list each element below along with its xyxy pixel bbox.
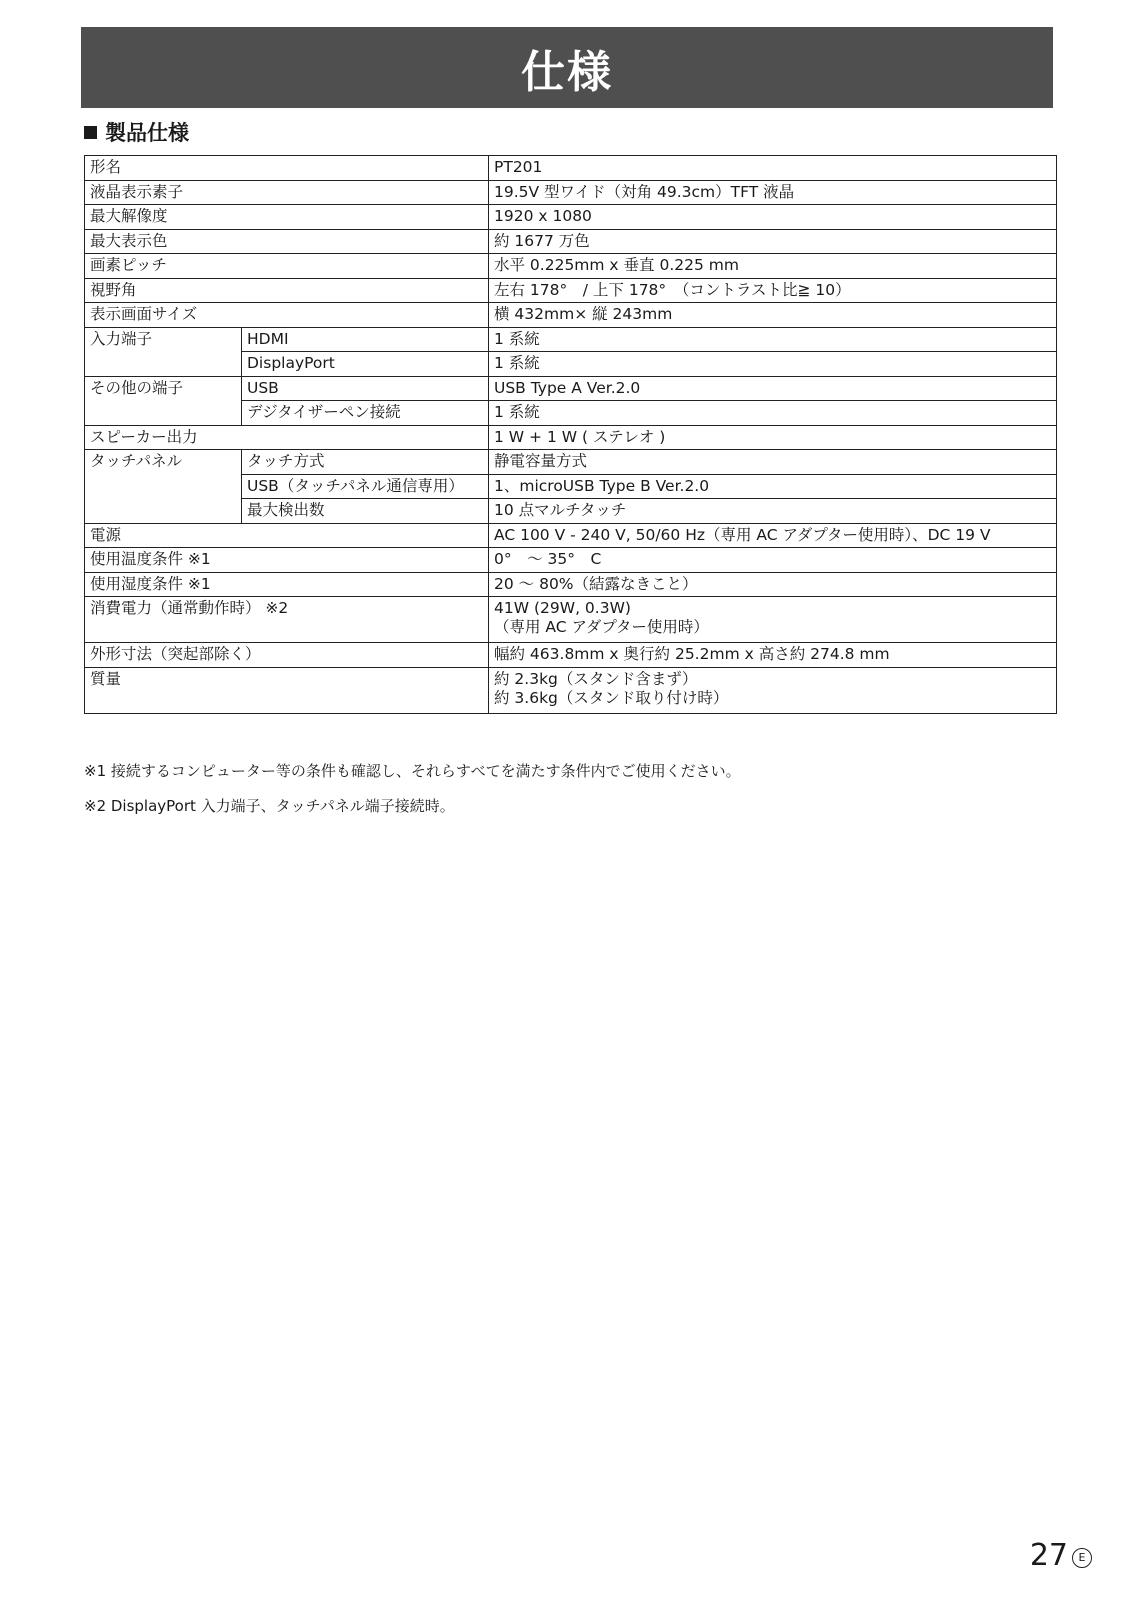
spec-label: 表示画面サイズ (85, 303, 489, 328)
spec-label: タッチパネル (85, 450, 242, 524)
table-row (85, 278, 1057, 303)
spec-value: 横 432mm× 縦 243mm (489, 303, 1057, 328)
spec-label: 使用湿度条件 ※1 (85, 572, 489, 597)
spec-label: 液晶表示素子 (85, 180, 489, 205)
spec-label: 最大解像度 (85, 205, 489, 230)
table-row (85, 254, 1057, 279)
spec-sublabel: DisplayPort (242, 352, 489, 377)
spec-label: 外形寸法（突起部除く） (85, 643, 489, 668)
spec-value: AC 100 V - 240 V, 50/60 Hz（専用 AC アダプター使用時）、DC 19 V (489, 523, 1057, 548)
spec-value: 左右 178° / 上下 178° （コントラスト比≧ 10） (489, 278, 1057, 303)
spec-value-line: 約 2.3kg（スタンド含まず） (494, 669, 698, 688)
table-row (85, 572, 1057, 597)
spec-label: 視野角 (85, 278, 489, 303)
spec-table (84, 155, 1057, 714)
spec-value: 10 点マルチタッチ (489, 499, 1057, 524)
spec-value-line: （専用 AC アダプター使用時） (494, 618, 709, 636)
table-row (85, 523, 1057, 548)
spec-label: 画素ピッチ (85, 254, 489, 279)
spec-value: USB Type A Ver.2.0 (489, 376, 1057, 401)
page-title: 仕様 (521, 46, 613, 98)
spec-value: 水平 0.225mm x 垂直 0.225 mm (489, 254, 1057, 279)
spec-sublabel: HDMI (242, 327, 489, 352)
table-row (85, 597, 1057, 643)
spec-value: 約 1677 万色 (489, 229, 1057, 254)
spec-value-line: 41W (29W, 0.3W) (494, 599, 631, 617)
spec-label: スピーカー出力 (85, 425, 489, 450)
table-row (85, 450, 1057, 475)
spec-sublabel: タッチ方式 (242, 450, 489, 475)
spec-value: PT201 (489, 156, 1057, 181)
table-row (85, 548, 1057, 573)
spec-label: 電源 (85, 523, 489, 548)
spec-value: 20 ～ 80%（結露なきこと） (489, 572, 1057, 597)
spec-label: 入力端子 (85, 327, 242, 376)
spec-value-line: 約 3.6kg（スタンド取り付け時） (494, 688, 729, 707)
table-row (85, 303, 1057, 328)
page-title-bar (81, 27, 1053, 108)
table-row (85, 425, 1057, 450)
table-row (85, 229, 1057, 254)
spec-sublabel: 最大検出数 (242, 499, 489, 524)
table-row (85, 180, 1057, 205)
page-number-text: 27 (1029, 1538, 1068, 1573)
spec-value (489, 667, 1057, 713)
spec-value (489, 597, 1057, 643)
spec-sublabel: USB（タッチパネル通信専用） (242, 474, 489, 499)
spec-label: 最大表示色 (85, 229, 489, 254)
spec-value: 1 系統 (489, 352, 1057, 377)
section-title: 製品仕様 (105, 121, 189, 145)
footnote-2: ※2 DisplayPort 入力端子、タッチパネル端子接続時。 (84, 797, 455, 815)
spec-value: 19.5V 型ワイド（対角 49.3cm）TFT 液晶 (489, 180, 1057, 205)
spec-label: その他の端子 (85, 376, 242, 425)
table-row (85, 667, 1057, 713)
spec-value: 1 系統 (489, 327, 1057, 352)
footnote-1: ※1 接続するコンピューター等の条件も確認し、それらすべてを満たす条件内でご使用ください。 (84, 762, 741, 780)
spec-value: 1、microUSB Type B Ver.2.0 (489, 474, 1057, 499)
spec-value: 1 W + 1 W ( ステレオ ) (489, 425, 1057, 450)
table-row (85, 205, 1057, 230)
spec-sublabel: USB (242, 376, 489, 401)
spec-value: 1 系統 (489, 401, 1057, 426)
spec-sublabel: デジタイザーペン接続 (242, 401, 489, 426)
square-bullet-icon (84, 126, 97, 139)
circled-e-icon: E (1072, 1548, 1092, 1568)
page-number (1030, 1538, 1092, 1573)
spec-value: 幅約 463.8mm x 奥行約 25.2mm x 高さ約 274.8 mm (489, 643, 1057, 668)
spec-value: 静電容量方式 (489, 450, 1057, 475)
table-row (85, 156, 1057, 181)
spec-value: 0° ～ 35° C (489, 548, 1057, 573)
spec-label: 質量 (85, 667, 489, 713)
table-row (85, 327, 1057, 352)
spec-label: 消費電力（通常動作時） ※2 (85, 597, 489, 643)
spec-value: 1920 x 1080 (489, 205, 1057, 230)
spec-label: 形名 (85, 156, 489, 181)
section-heading (84, 116, 189, 148)
table-row (85, 376, 1057, 401)
spec-label: 使用温度条件 ※1 (85, 548, 489, 573)
table-row (85, 643, 1057, 668)
